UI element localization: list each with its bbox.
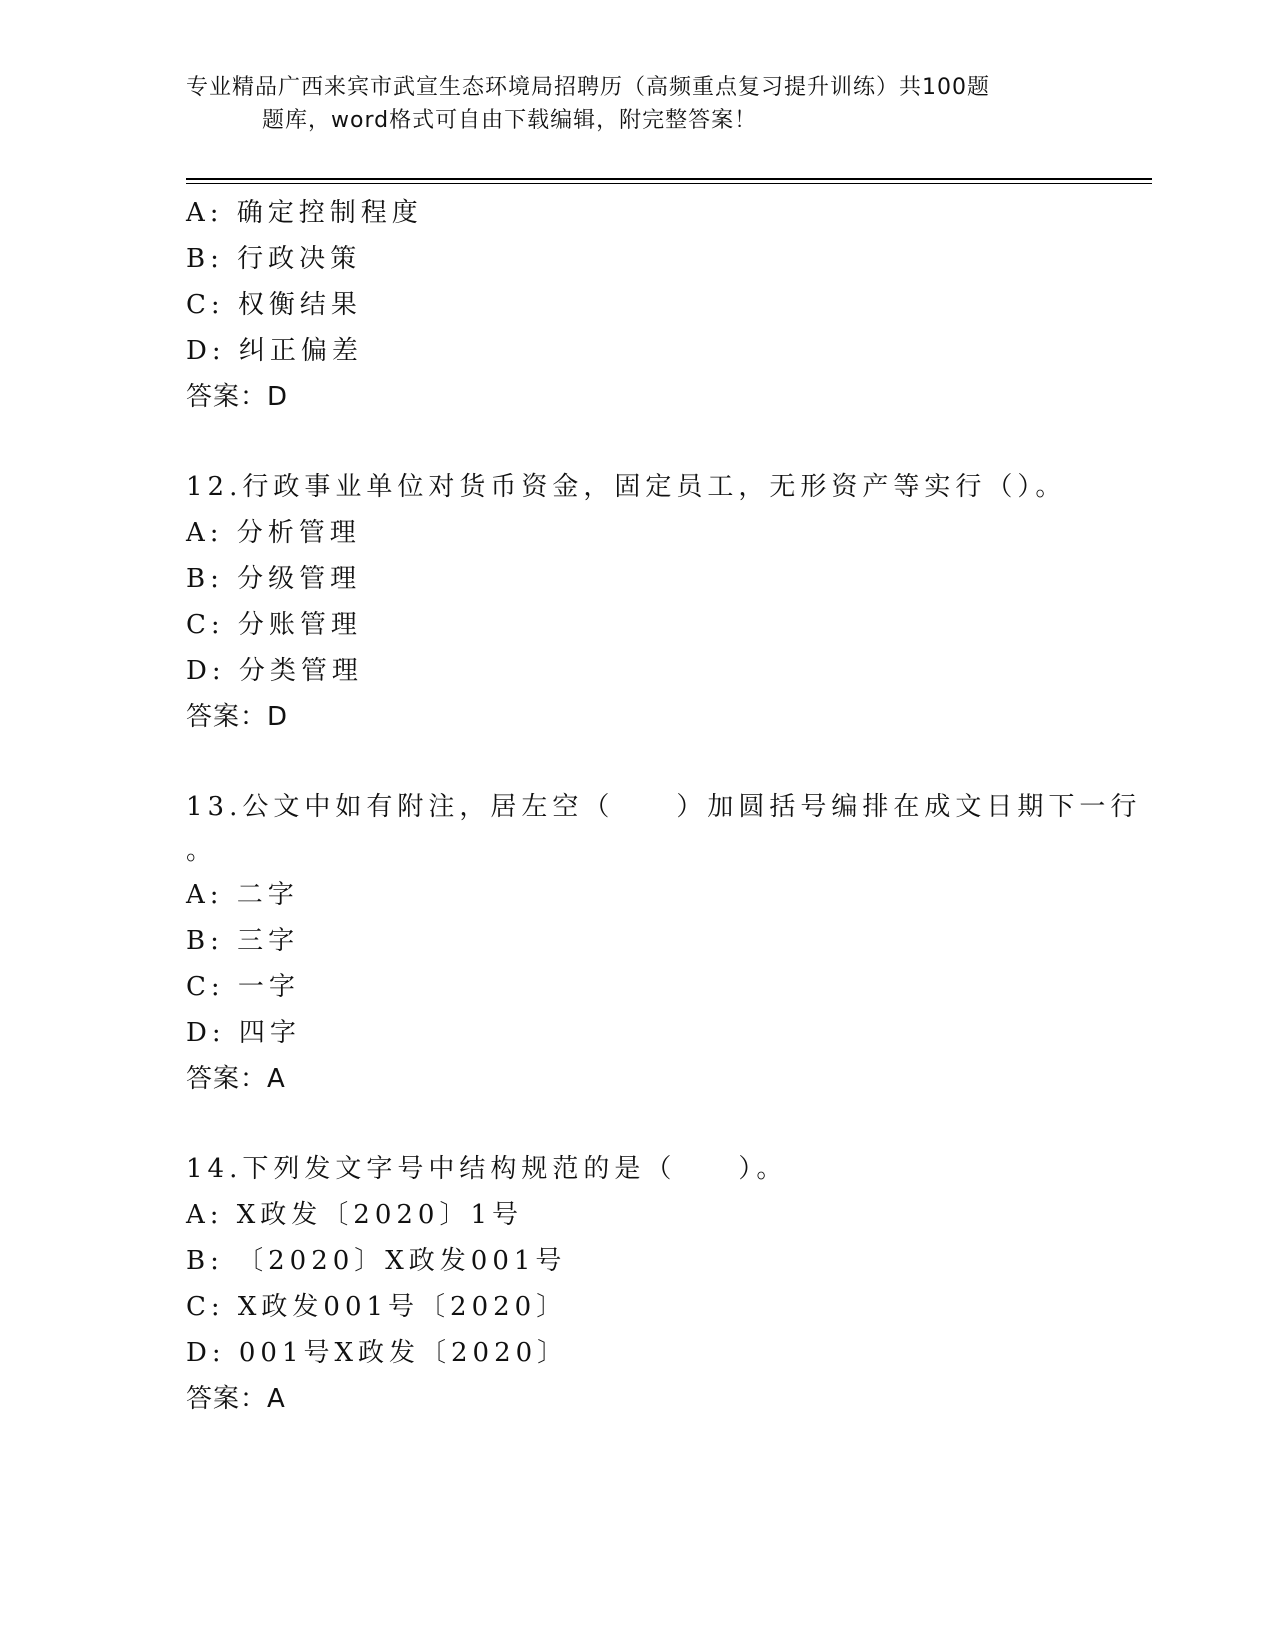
option-a: A: X政发〔2020〕1号: [186, 1200, 524, 1230]
answer-line: 答案：D: [186, 702, 289, 732]
option-d: D: 分类管理: [186, 656, 363, 686]
question-block-13: [186, 784, 1142, 1102]
question-text: 12.行政事业单位对货币资金，固定员工，无形资产等实行（）。: [186, 472, 1067, 502]
option-b: B: 分级管理: [186, 564, 362, 594]
option-c: C: X政发001号〔2020〕: [186, 1292, 568, 1322]
option-c: C: 分账管理: [186, 610, 362, 640]
option-b: B: 行政决策: [186, 244, 362, 274]
option-a: A: 确定控制程度: [186, 198, 423, 228]
option-d: D: 001号X政发〔2020〕: [186, 1338, 569, 1368]
header-rule-thin: [186, 183, 1152, 184]
option-d: D: 四字: [186, 1018, 301, 1048]
question-block-14: [186, 1146, 1136, 1422]
answer-line: 答案：D: [186, 382, 289, 412]
question-block-11: [186, 190, 1136, 420]
option-a: A: 二字: [186, 880, 299, 910]
option-d: D: 纠正偏差: [186, 336, 363, 366]
option-a: A: 分析管理: [186, 518, 361, 548]
option-b: B: 〔2020〕X政发001号: [186, 1246, 567, 1276]
option-c: C: 一字: [186, 972, 300, 1002]
header-title-line-2: 题库，word格式可自由下载编辑，附完整答案！: [262, 108, 758, 133]
header-title-line-1: 专业精品广西来宾市武宣生态环境局招聘历（高频重点复习提升训练）共100题: [186, 75, 990, 100]
question-block-12: [186, 464, 1136, 740]
question-text-tail: 。: [186, 836, 213, 866]
answer-line: 答案：A: [186, 1384, 286, 1414]
answer-line: 答案：A: [186, 1064, 286, 1094]
option-c: C: 权衡结果: [186, 290, 362, 320]
header-rule-thick: [186, 178, 1152, 180]
option-b: B: 三字: [186, 926, 300, 956]
question-text: 14.下列发文字号中结构规范的是（ ）。: [186, 1154, 788, 1184]
question-list: [186, 190, 1142, 1422]
question-text: 13.公文中如有附注，居左空（ ）加圆括号编排在成文日期下一行: [186, 792, 1142, 822]
